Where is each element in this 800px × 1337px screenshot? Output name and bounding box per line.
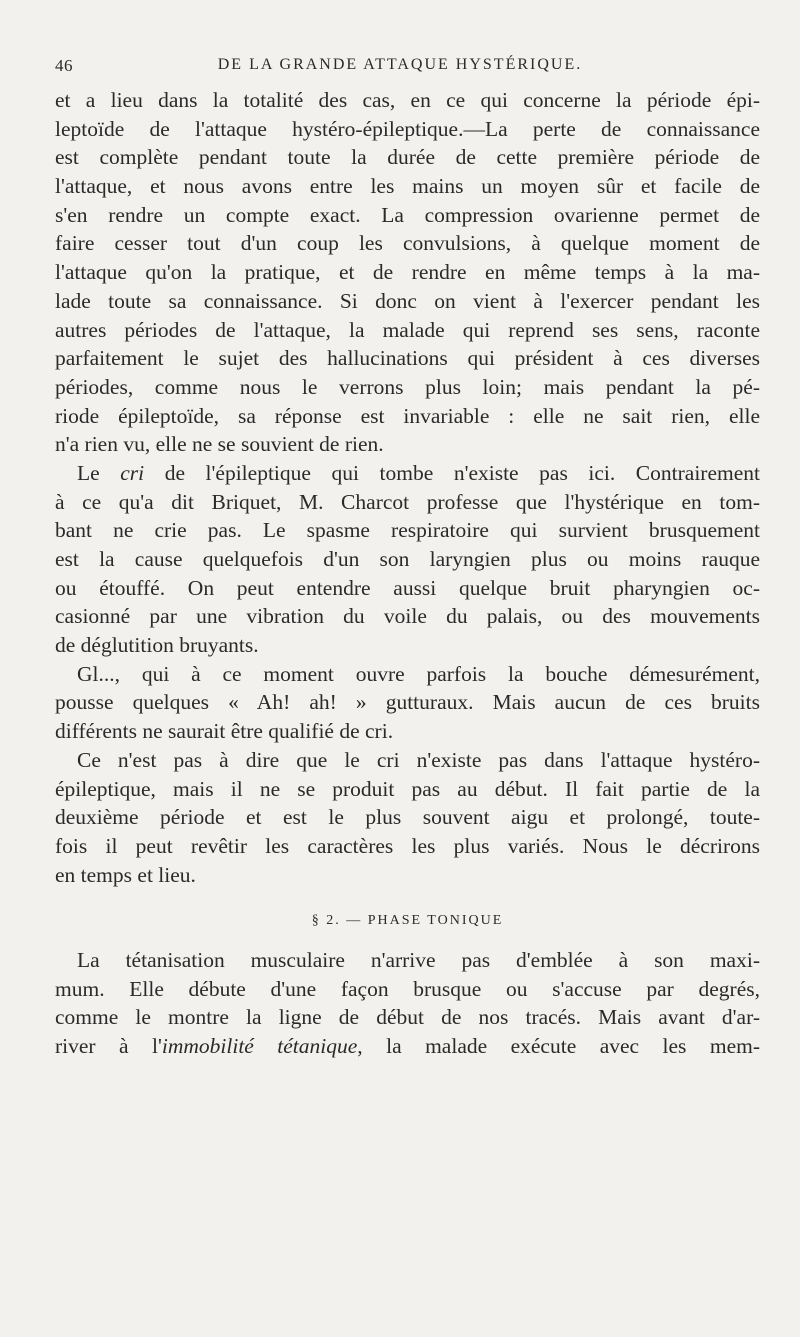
- text-line: comme le montre la ligne de début de nos tracés. Mais avant d'ar-: [55, 1005, 760, 1030]
- running-head: [0, 56, 800, 80]
- spacer: [55, 936, 760, 946]
- text-line: n'a rien vu, elle ne se souvient de rien.: [55, 432, 384, 457]
- italic-term: cri: [120, 460, 145, 485]
- text-line: épileptique, mais il ne se produit pas au début. Il fait partie de la: [55, 776, 760, 801]
- text-line: bant ne crie pas. Le spasme respiratoire qui survient brusquement: [55, 518, 760, 543]
- text-line: lade toute sa connaissance. Si donc on vient à l'exercer pendant les: [55, 288, 760, 313]
- text-line: en temps et lieu.: [55, 862, 196, 887]
- body-text: [55, 86, 760, 1061]
- text-line: périodes, comme nous le verrons plus loin; mais pendant la pé-: [55, 374, 760, 399]
- text-line: ou étouffé. On peut entendre aussi quelque bruit pharyngien oc-: [55, 575, 760, 600]
- text-line: parfaitement le sujet des hallucinations qui président à ces diverses: [55, 346, 760, 371]
- text-line: La tétanisation musculaire n'arrive pas d'emblée à son maxi-: [77, 947, 760, 972]
- text-line: leptoïde de l'attaque hystéro-épileptique.—La perte de connaissance: [55, 116, 760, 141]
- italic-term: immobilité tétanique: [161, 1034, 358, 1058]
- text-line: [55, 1032, 760, 1061]
- text-line: s'en rendre un compte exact. La compression ovarienne permet de: [55, 202, 760, 227]
- text-line: riode épileptoïde, sa réponse est invariable : elle ne sait rien, elle: [55, 403, 760, 428]
- page-number: 46: [55, 56, 73, 75]
- text-line: Ce n'est pas à dire que le cri n'existe pas dans l'attaque hystéro-: [77, 747, 760, 772]
- text-run: , la malade exécute avec les mem-: [357, 1034, 760, 1058]
- text-line: pousse quelques « Ah! ah! » gutturaux. Mais aucun de ces bruits: [55, 690, 760, 715]
- text-line: [55, 459, 760, 488]
- text-line: à ce qu'a dit Briquet, M. Charcot professe que l'hystérique en tom-: [55, 489, 760, 514]
- text-line: l'attaque, et nous avons entre les mains un moyen sûr et facile de: [55, 174, 760, 199]
- text-line: mum. Elle débute d'une façon brusque ou s'accuse par degrés,: [55, 976, 760, 1001]
- text-line: et a lieu dans la totalité des cas, en ce qui concerne la période épi-: [55, 88, 760, 112]
- text-line: différents ne saurait être qualifié de cri.: [55, 719, 394, 744]
- section-heading: § 2. — PHASE TONIQUE: [311, 913, 504, 929]
- text-line: est complète pendant toute la durée de cette première période de: [55, 145, 760, 170]
- text-line: l'attaque qu'on la pratique, et de rendre en même temps à la ma-: [55, 260, 760, 285]
- text-line: fois il peut revêtir les caractères les plus variés. Nous le décrirons: [55, 833, 760, 858]
- running-title: DE LA GRANDE ATTAQUE HYSTÉRIQUE.: [217, 56, 583, 73]
- text-line: autres périodes de l'attaque, la malade qui reprend ses sens, raconte: [55, 317, 760, 342]
- text-line: casionné par une vibration du voile du palais, ou des mouvements: [55, 604, 760, 629]
- text-line: faire cesser tout d'un coup les convulsions, à quelque moment de: [55, 231, 760, 256]
- text-run: Le: [77, 460, 121, 485]
- text-run: river à l': [55, 1034, 162, 1058]
- text-line: deuxième période et est le plus souvent aigu et prolongé, toute-: [55, 805, 760, 830]
- text-run: de l'épileptique qui tombe n'existe pas ici. Contrairement: [144, 460, 760, 485]
- text-line: Gl..., qui à ce moment ouvre parfois la bouche démesurément,: [77, 661, 760, 686]
- text-line: est la cause quelquefois d'un son laryngien plus ou moins rauque: [55, 547, 760, 571]
- spacer: [55, 889, 760, 907]
- text-line: de déglutition bruyants.: [55, 633, 259, 658]
